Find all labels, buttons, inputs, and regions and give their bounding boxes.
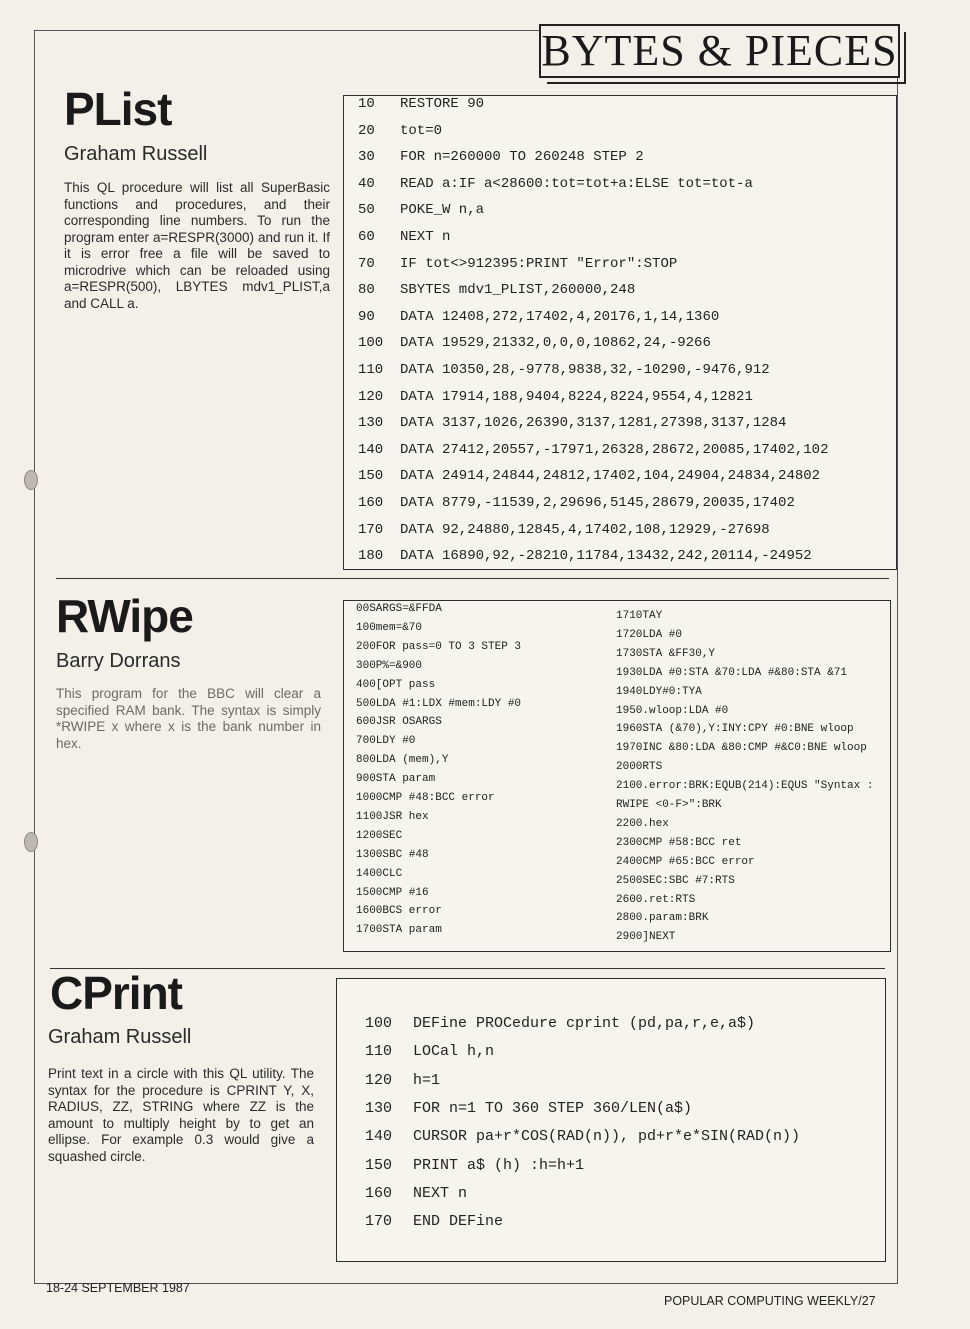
code-line: 00SARGS=&FFDA bbox=[356, 603, 442, 615]
code-line: 200FOR pass=0 TO 3 STEP 3 bbox=[356, 640, 522, 653]
staple-mark bbox=[24, 470, 38, 490]
line-number: 100 bbox=[358, 335, 384, 352]
rwipe-code-listing bbox=[343, 600, 891, 952]
code-statement: FOR n=1 TO 360 STEP 360/LEN(a$) bbox=[413, 1099, 693, 1117]
code-statement: LOCal h,n bbox=[413, 1043, 495, 1061]
code-line bbox=[358, 309, 719, 325]
line-number: 150 bbox=[365, 1156, 393, 1174]
code-line bbox=[358, 468, 820, 484]
code-line: 1930LDA #0:STA &70:LDA #&80:STA &71 bbox=[616, 666, 848, 679]
code-statement: DATA 3137,1026,26390,3137,1281,27398,3137,1284 bbox=[400, 415, 787, 432]
code-line bbox=[358, 149, 644, 165]
code-line bbox=[365, 1100, 692, 1117]
code-statement: SBYTES mdv1_PLIST,260000,248 bbox=[400, 282, 636, 299]
code-line: 2600.ret:RTS bbox=[616, 893, 696, 906]
code-line: 1100JSR hex bbox=[356, 810, 429, 823]
code-line: 2100.error:BRK:EQUB(214):EQUS "Syntax : bbox=[616, 780, 874, 793]
line-number: 90 bbox=[358, 308, 375, 325]
code-statement: RESTORE 90 bbox=[400, 96, 485, 112]
code-line: 1400CLC bbox=[356, 867, 403, 880]
code-line bbox=[358, 335, 711, 351]
code-line: 1730STA &FF30,Y bbox=[616, 647, 716, 660]
code-line bbox=[358, 389, 753, 405]
plist-code-listing bbox=[343, 95, 897, 570]
code-statement: READ a:IF a<28600:tot=tot+a:ELSE tot=tot-a bbox=[400, 175, 753, 192]
code-line bbox=[358, 202, 484, 218]
code-statement: CURSOR pa+r*COS(RAD(n)), pd+r*e*SIN(RAD(n)) bbox=[413, 1128, 801, 1146]
line-number: 140 bbox=[358, 441, 384, 458]
line-number: 110 bbox=[365, 1043, 393, 1061]
code-line: 100mem=&70 bbox=[356, 621, 423, 634]
cprint-code-listing bbox=[336, 978, 886, 1262]
code-line bbox=[358, 548, 812, 564]
code-statement: tot=0 bbox=[400, 122, 443, 139]
code-line: 1000CMP #48:BCC error bbox=[356, 792, 495, 804]
section-divider bbox=[56, 578, 889, 579]
section-banner: BYTES & PIECES bbox=[539, 24, 900, 78]
rwipe-author: Barry Dorrans bbox=[56, 650, 181, 672]
code-line: 1720LDA #0 bbox=[616, 628, 683, 641]
code-line bbox=[358, 495, 795, 511]
code-statement: NEXT n bbox=[413, 1184, 468, 1202]
code-statement: NEXT n bbox=[400, 229, 451, 245]
code-line bbox=[365, 1185, 467, 1202]
cprint-title: CPrint bbox=[50, 967, 182, 1019]
code-line: 2400CMP #65:BCC error bbox=[616, 855, 755, 868]
code-statement: DATA 19529,21332,0,0,0,10862,24,-9266 bbox=[400, 335, 711, 352]
code-line: 1950.wloop:LDA #0 bbox=[616, 704, 729, 717]
line-number: 10 bbox=[358, 96, 375, 112]
cprint-author: Graham Russell bbox=[48, 1026, 192, 1048]
code-line bbox=[358, 415, 786, 431]
code-line bbox=[358, 229, 450, 245]
code-statement: IF tot<>912395:PRINT "Error":STOP bbox=[400, 255, 678, 272]
line-number: 130 bbox=[358, 415, 384, 432]
code-statement: DEFine PROCedure cprint (pd,pa,r,e,a$) bbox=[413, 1015, 756, 1032]
code-line: 1940LDY#0:TYA bbox=[616, 685, 702, 698]
code-line bbox=[365, 1043, 494, 1060]
code-line: 300P%=&900 bbox=[356, 659, 423, 672]
code-statement: h=1 bbox=[413, 1071, 441, 1089]
line-number: 110 bbox=[358, 362, 384, 378]
code-line: 1200SEC bbox=[356, 829, 403, 842]
code-line: 2800.param:BRK bbox=[616, 912, 709, 925]
code-line bbox=[358, 282, 635, 298]
code-line: 600JSR OSARGS bbox=[356, 716, 442, 729]
code-statement: DATA 12408,272,17402,4,20176,1,14,1360 bbox=[400, 308, 720, 325]
code-line bbox=[365, 1072, 440, 1089]
code-line: 700LDY #0 bbox=[356, 735, 416, 748]
line-number: 70 bbox=[358, 255, 375, 272]
code-line: 1600BCS error bbox=[356, 905, 442, 918]
code-line bbox=[358, 442, 828, 458]
cprint-description: Print text in a circle with this QL utility. The syntax for the procedure is CPRINT Y, X, RADIUS, ZZ, STRING where ZZ is the amount to multiply height by to get an ellipse. For example 0.3 would give a squashed circle. bbox=[48, 1066, 314, 1164]
code-line bbox=[358, 256, 677, 272]
code-line: 1970INC &80:LDA &80:CMP #&C0:BNE wloop bbox=[616, 742, 867, 755]
code-line: 1710TAY bbox=[616, 610, 663, 622]
line-number: 120 bbox=[358, 388, 384, 405]
code-statement: DATA 10350,28,-9778,9838,32,-10290,-9476,912 bbox=[400, 362, 770, 378]
footer-page-number: POPULAR COMPUTING WEEKLY/27 bbox=[664, 1294, 876, 1308]
code-line: 1500CMP #16 bbox=[356, 886, 429, 899]
code-statement: DATA 24914,24844,24812,17402,104,24904,24834,24802 bbox=[400, 468, 821, 485]
line-number: 30 bbox=[358, 149, 375, 166]
line-number: 80 bbox=[358, 282, 375, 299]
line-number: 60 bbox=[358, 229, 375, 245]
code-line bbox=[358, 522, 770, 538]
code-line: 2300CMP #58:BCC ret bbox=[616, 836, 742, 849]
code-line: 2900]NEXT bbox=[616, 931, 676, 944]
line-number: 120 bbox=[365, 1071, 393, 1089]
line-number: 40 bbox=[358, 175, 375, 192]
code-line bbox=[358, 176, 753, 192]
code-statement: PRINT a$ (h) :h=h+1 bbox=[413, 1156, 585, 1174]
rwipe-title: RWipe bbox=[56, 590, 193, 642]
line-number: 50 bbox=[358, 202, 375, 219]
footer-date: 18-24 SEPTEMBER 1987 bbox=[46, 1281, 190, 1295]
code-statement: POKE_W n,a bbox=[400, 202, 485, 219]
code-statement: END DEFine bbox=[413, 1213, 504, 1231]
code-line bbox=[365, 1157, 584, 1174]
rwipe-description: This program for the BBC will clear a specified RAM bank. The syntax is simply *RWIPE x where x is the bank number in hex. bbox=[56, 686, 321, 751]
code-line: 1960STA (&70),Y:INY:CPY #0:BNE wloop bbox=[616, 723, 854, 736]
code-line bbox=[365, 1128, 800, 1145]
plist-description: This QL procedure will list all SuperBasic functions and procedures, and their corresponding line numbers. To run the program enter a=RESPR(3000) and run it. If it is error free a file will be saved to microdrive which can be reloaded using a=RESPR(500), LBYTES mdv1_PLIST,a and CALL a. bbox=[64, 180, 330, 311]
code-statement: FOR n=260000 TO 260248 STEP 2 bbox=[400, 149, 644, 166]
code-line bbox=[358, 123, 442, 139]
code-line: 2200.hex bbox=[616, 817, 669, 830]
code-line: 800LDA (mem),Y bbox=[356, 754, 449, 767]
line-number: 150 bbox=[358, 468, 384, 485]
code-line bbox=[358, 96, 484, 112]
code-line: 2000RTS bbox=[616, 761, 663, 774]
staple-mark bbox=[24, 832, 38, 852]
code-statement: DATA 27412,20557,-17971,26328,28672,20085,17402,102 bbox=[400, 441, 829, 458]
line-number: 170 bbox=[365, 1213, 393, 1231]
line-number: 160 bbox=[365, 1184, 393, 1202]
line-number: 140 bbox=[365, 1128, 393, 1146]
code-line: 900STA param bbox=[356, 773, 436, 786]
line-number: 180 bbox=[358, 548, 384, 565]
plist-author: Graham Russell bbox=[64, 143, 208, 165]
code-statement: DATA 8779,-11539,2,29696,5145,28679,20035,17402 bbox=[400, 495, 795, 511]
code-statement: DATA 17914,188,9404,8224,8224,9554,4,12821 bbox=[400, 388, 753, 405]
code-line bbox=[358, 362, 770, 378]
code-line: 2500SEC:SBC #7:RTS bbox=[616, 874, 735, 887]
line-number: 170 bbox=[358, 521, 384, 538]
line-number: 100 bbox=[365, 1015, 393, 1032]
code-line: RWIPE <0-F>":BRK bbox=[616, 799, 722, 811]
code-line: 500LDA #1:LDX #mem:LDY #0 bbox=[356, 697, 522, 710]
line-number: 130 bbox=[365, 1099, 393, 1117]
code-line: 1300SBC #48 bbox=[356, 848, 429, 861]
code-statement: DATA 16890,92,-28210,11784,13432,242,20114,-24952 bbox=[400, 548, 812, 565]
plist-title: PList bbox=[64, 83, 172, 135]
code-line bbox=[365, 1213, 503, 1230]
code-line: 400[OPT pass bbox=[356, 678, 436, 691]
code-line: 1700STA param bbox=[356, 924, 442, 937]
code-line bbox=[365, 1015, 755, 1032]
line-number: 20 bbox=[358, 122, 375, 139]
line-number: 160 bbox=[358, 495, 384, 511]
code-statement: DATA 92,24880,12845,4,17402,108,12929,-27698 bbox=[400, 521, 770, 538]
